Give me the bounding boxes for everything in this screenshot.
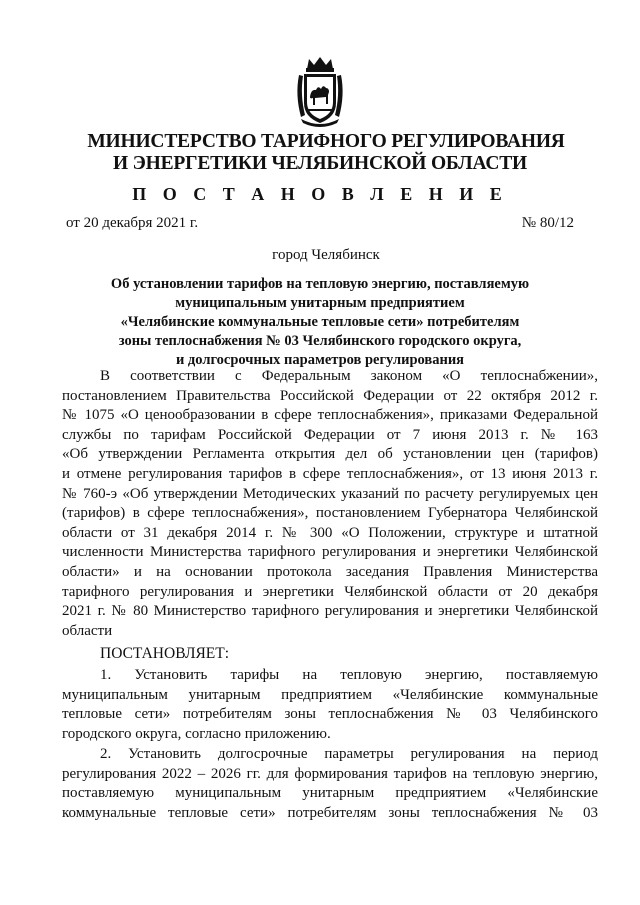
- ministry-name: [0, 131, 640, 175]
- preamble-line: (тарифов) в сфере теплоснабжения», постановлением Губернатора Челябинской: [62, 505, 598, 522]
- subject-line: и долгосрочных параметров регулирования: [175, 352, 465, 368]
- item-2-line: коммунальные тепловые сети» потребителям зоны теплоснабжения № 03: [62, 804, 598, 821]
- preamble-line: В соответствии с Федеральным законом «О теплоснабжении»,: [100, 368, 598, 384]
- preamble-line: области» и на основании протокола заседания Правления Министерства: [62, 563, 598, 580]
- preamble-line: области: [62, 622, 113, 639]
- item-2-line: 2. Установить долгосрочные параметры регулирования на период: [100, 746, 598, 762]
- subject-line: «Челябинские коммунальные тепловые сети» потребителям: [120, 314, 520, 330]
- preamble-paragraph: [62, 367, 598, 641]
- document-type: П О С Т А Н О В Л Е Н И Е: [132, 184, 508, 204]
- preamble-line: области от 31 декабря 2014 г. № 300 «О Положении, структуре и штатной: [62, 524, 598, 541]
- ministry-name-line1: МИНИСТЕРСТВО ТАРИФНОГО РЕГУЛИРОВАНИЯ: [87, 131, 565, 152]
- subject-line: Об установлении тарифов на тепловую энергию, поставляемую: [110, 276, 530, 292]
- item-1-line: городского округа, согласно приложению.: [62, 725, 331, 742]
- preamble-line: 2021 г. № 80 Министерство тарифного регулирования и энергетики Челябинской: [62, 603, 598, 620]
- resolves-label: ПОСТАНОВЛЯЕТ:: [100, 645, 230, 662]
- item-2-line: поставляемую муниципальным унитарным предприятием «Челябинские: [62, 785, 598, 802]
- preamble-line: постановлением Правительства Российской Федерации от 22 октября 2012 г.: [62, 387, 598, 404]
- preamble-line: тарифного регулирования и энергетики Челябинской области от 20 декабря: [62, 583, 598, 600]
- document-date: от 20 декабря 2021 г.: [66, 215, 199, 231]
- document-number: № 80/12: [521, 215, 574, 231]
- document-city: город Челябинск: [272, 247, 380, 263]
- preamble-line: № 760-э «Об утверждении Методических указаний по расчету регулируемых цен: [62, 485, 598, 502]
- coat-of-arms-icon: [295, 55, 345, 127]
- item-2-paragraph: [62, 745, 598, 823]
- item-1-line: тепловые сети» потребителям зоны теплоснабжения № 03 Челябинского: [62, 706, 598, 723]
- item-2-line: регулирования 2022 – 2026 гг. для формирования тарифов на тепловую энергию,: [62, 765, 598, 782]
- document-subject: [60, 275, 580, 370]
- item-1-line: 1. Установить тарифы на тепловую энергию, поставляемую: [100, 667, 598, 683]
- subject-line: муниципальным унитарным предприятием: [175, 295, 465, 311]
- ministry-name-line2: И ЭНЕРГЕТИКИ ЧЕЛЯБИНСКОЙ ОБЛАСТИ: [112, 153, 528, 174]
- subject-line: зоны теплоснабжения № 03 Челябинского городского округа,: [118, 333, 522, 349]
- preamble-line: службы по тарифам Российской Федерации от 7 июня 2013 г. № 163: [62, 426, 598, 443]
- preamble-line: численности Министерства тарифного регулирования и энергетики Челябинской: [62, 544, 598, 561]
- item-1-paragraph: [62, 666, 598, 744]
- item-1-line: муниципальным унитарным предприятием «Челябинские коммунальные: [62, 686, 598, 703]
- preamble-line: № 1075 «О ценообразовании в сфере теплоснабжения», приказами Федеральной: [62, 407, 598, 424]
- preamble-line: «Об утверждении Регламента открытия дел об установлении цен (тарифов): [62, 446, 598, 463]
- preamble-line: и отмене регулирования тарифов в сфере теплоснабжения», от 13 июня 2013 г.: [62, 465, 598, 482]
